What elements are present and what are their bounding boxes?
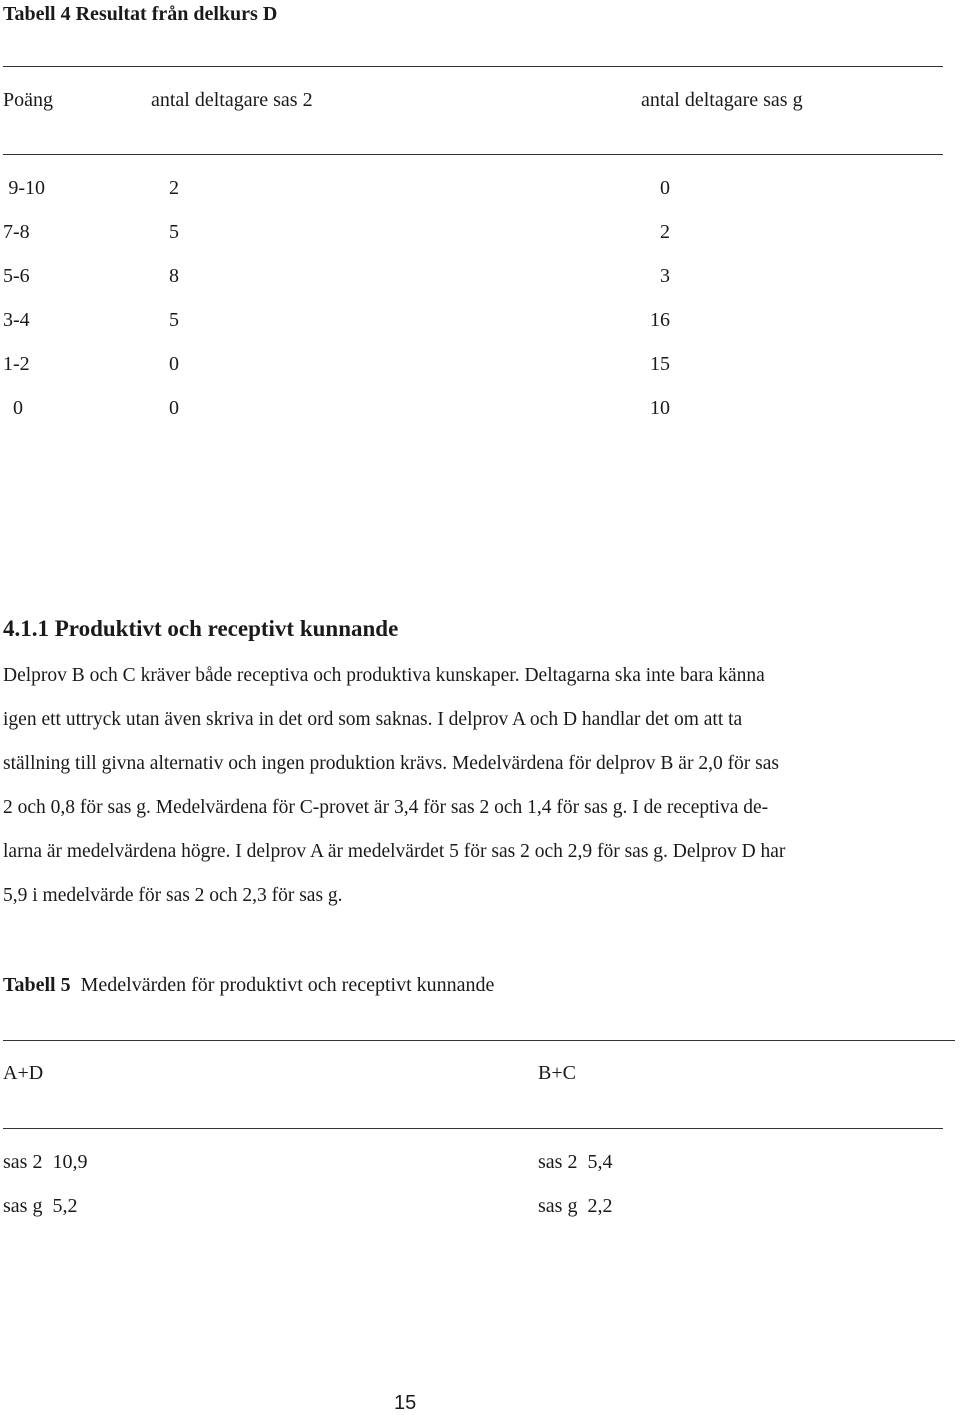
table5-cell-ad: sas g 5,2 [3,1195,78,1217]
table5-header-bc: B+C [538,1062,576,1084]
table5-cell-ad: sas 2 10,9 [3,1151,88,1173]
table4-cell-points: 1-2 [3,353,30,375]
table4-cell-sas2: 0 [169,397,179,419]
table5-caption-label: Tabell 5 [3,974,71,996]
table5-caption-text: Medelvärden för produktivt och receptivt kunnande [80,974,495,996]
section-heading: 4.1.1 Produktivt och receptivt kunnande [3,616,399,641]
table4-header-poang: Poäng [3,89,53,111]
paragraph-line: 5,9 i medelvärde för sas 2 och 2,3 för sas g. [3,885,343,906]
table4-header-sasg: antal deltagare sas g [641,89,803,111]
table4-cell-points: 5-6 [3,265,30,287]
paragraph-line: igen ett uttryck utan även skriva in det ord som saknas. I delprov A och D handlar det om att ta [3,709,743,730]
table5-cell-bc: sas 2 5,4 [538,1151,613,1173]
paragraph-line: Delprov B och C kräver både receptiva och produktiva kunskaper. Deltagarna ska inte bara känna [3,665,765,686]
table4-cell-sasg: 0 [660,177,670,199]
table5-top-rule [3,1040,955,1041]
table4-cell-sasg: 3 [660,265,670,287]
table4-cell-points: 0 [13,397,23,419]
table4-top-rule [3,66,943,67]
table4-cell-sasg: 10 [650,397,670,419]
table4-cell-points: 9-10 [8,177,45,199]
section-paragraph [3,654,953,918]
table4-cell-sasg: 16 [650,309,670,331]
table4-cell-sas2: 5 [169,221,179,243]
table4-cell-points: 3-4 [3,309,30,331]
table4-cell-sas2: 5 [169,309,179,331]
table5-header-ad: A+D [3,1062,44,1084]
table5-cell-bc: sas g 2,2 [538,1195,613,1217]
paragraph-line: ställning till givna alternativ och ingen produktion krävs. Medelvärdena för delprov B är 2,0 för sas [3,753,780,774]
paragraph-line: 2 och 0,8 för sas g. Medelvärdena för C-provet är 3,4 för sas 2 och 1,4 för sas g. I de receptiva de- [3,797,769,818]
table4-cell-points: 7-8 [3,221,30,243]
table5-header-rule [3,1128,943,1129]
table4-cell-sasg: 15 [650,353,670,375]
page-number: 15 [394,1392,417,1414]
table4-cell-sas2: 2 [169,177,179,199]
table4-header-sas2: antal deltagare sas 2 [151,89,313,111]
table4-cell-sasg: 2 [660,221,670,243]
table4-header-rule [3,154,943,155]
paragraph-line: larna är medelvärdena högre. I delprov A är medelvärdet 5 för sas 2 och 2,9 för sas g. Delprov D har [3,841,786,862]
table4-caption: Tabell 4 Resultat från delkurs D [3,3,278,25]
table5-caption [3,973,494,997]
table4-cell-sas2: 8 [169,265,179,287]
table4-cell-sas2: 0 [169,353,179,375]
